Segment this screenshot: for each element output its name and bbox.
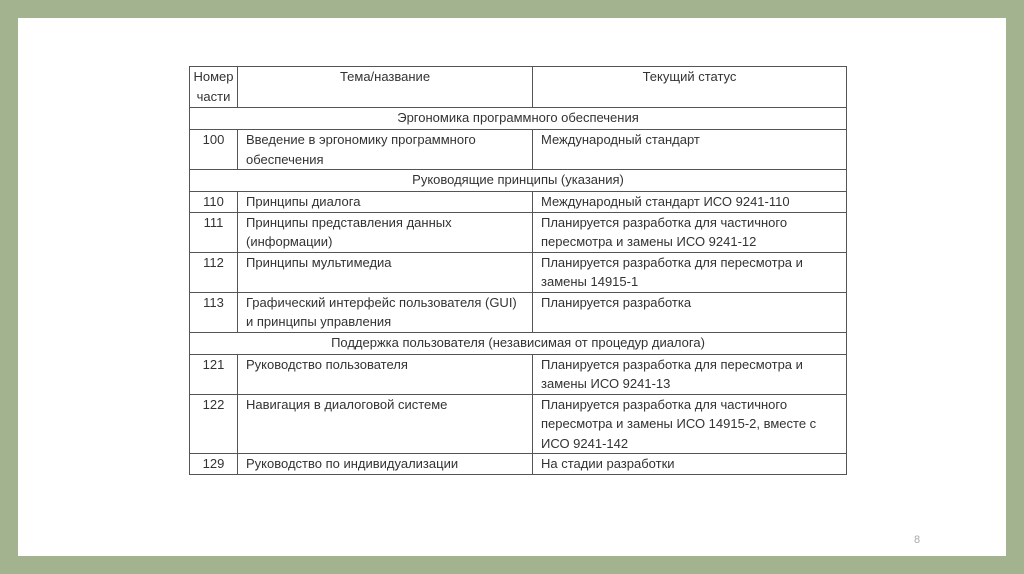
table-row [190,192,847,213]
table-header-row [190,67,847,108]
topic-cell: Руководство пользователя [238,354,533,394]
table-row [190,454,847,475]
status-cell: Планируется разработка для пересмотра и замены ИСО 9241-13 [533,354,847,394]
part-number-cell: 122 [190,394,238,454]
section-row [190,332,847,354]
status-cell: Планируется разработка для пересмотра и замены 14915-1 [533,252,847,292]
section-title: Эргономика программного обеспечения [190,108,847,130]
header-topic: Тема/название [238,67,533,108]
table-row [190,130,847,170]
part-number-cell: 121 [190,354,238,394]
part-number-cell: 112 [190,252,238,292]
topic-cell: Навигация в диалоговой системе [238,394,533,454]
slide [18,18,1006,556]
section-title: Поддержка пользователя (независимая от процедур диалога) [190,332,847,354]
part-number-cell: 100 [190,130,238,170]
header-status: Текущий статус [533,67,847,108]
part-number-cell: 110 [190,192,238,213]
table-row [190,394,847,454]
table-row [190,292,847,332]
status-cell: Планируется разработка для частичного пересмотра и замены ИСО 9241-12 [533,212,847,252]
part-number-cell: 111 [190,212,238,252]
section-title: Руководящие принципы (указания) [190,170,847,192]
part-number-cell: 129 [190,454,238,475]
table-row [190,252,847,292]
topic-cell: Принципы представления данных (информации) [238,212,533,252]
topic-cell: Введение в эргономику программного обеспечения [238,130,533,170]
status-cell: На стадии разработки [533,454,847,475]
topic-cell: Принципы мультимедиа [238,252,533,292]
topic-cell: Графический интерфейс пользователя (GUI) и принципы управления [238,292,533,332]
table-row [190,212,847,252]
table-row [190,354,847,394]
section-row [190,108,847,130]
header-part-number: Номер части [190,67,238,108]
part-number-cell: 113 [190,292,238,332]
page-number: 8 [914,534,921,546]
section-row [190,170,847,192]
status-cell: Планируется разработка [533,292,847,332]
status-cell: Международный стандарт ИСО 9241-110 [533,192,847,213]
status-cell: Планируется разработка для частичного пересмотра и замены ИСО 14915-2, вместе с ИСО 9241-142 [533,394,847,454]
standards-table [189,66,847,475]
topic-cell: Принципы диалога [238,192,533,213]
status-cell: Международный стандарт [533,130,847,170]
topic-cell: Руководство по индивидуализации [238,454,533,475]
